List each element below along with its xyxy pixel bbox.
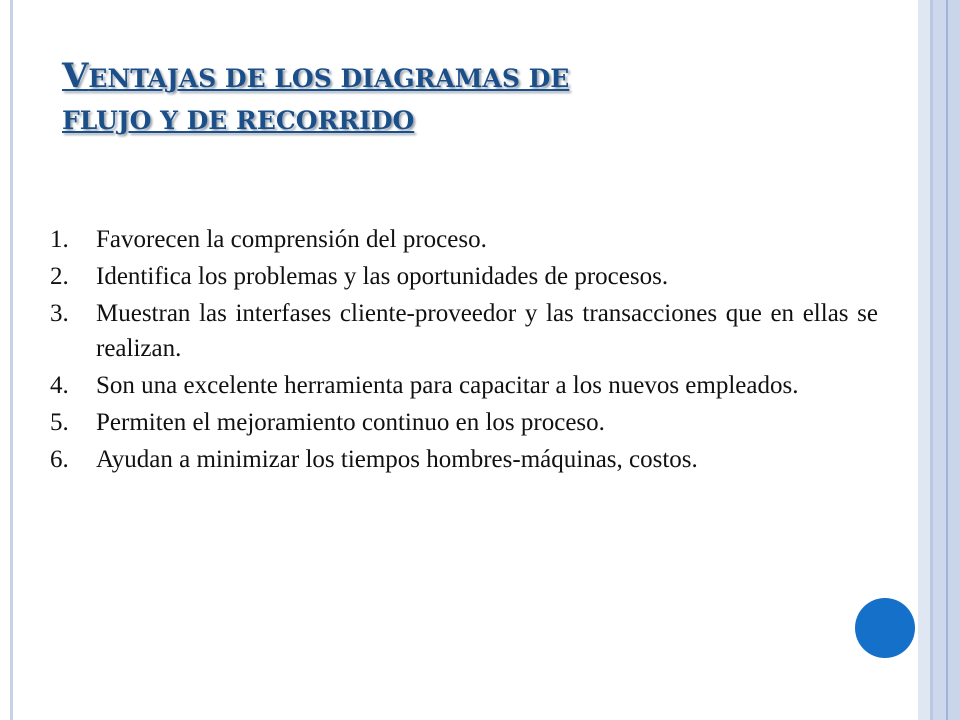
list-item-text: Son una excelente herramienta para capacitar a los nuevos empleados. (96, 372, 799, 399)
list-item-text: Permiten el mejoramiento continuo en los proceso. (96, 409, 605, 436)
title-initial: V (62, 56, 89, 96)
list-item (50, 368, 878, 403)
list-item-number: 2. (50, 263, 69, 290)
list-item-text: Identifica los problemas y las oportunidades de procesos. (96, 263, 669, 290)
list-item (50, 442, 878, 477)
list-item-text: Muestran las interfases cliente-proveedor y las transacciones que en ellas se realizan. (96, 300, 878, 362)
right-decorative-band (948, 0, 960, 720)
list-item-text: Favorecen la comprensión del proceso. (96, 226, 487, 253)
left-frame-line (10, 0, 13, 720)
slide-title (62, 55, 822, 142)
list-item-number: 3. (50, 300, 69, 327)
list-item-number: 1. (50, 226, 69, 253)
decorative-blue-circle (855, 598, 915, 658)
list-item-text: Ayudan a minimizar los tiempos hombres-máquinas, costos. (96, 446, 698, 473)
title-line-2: FLUJO Y DE RECORRIDO (62, 106, 415, 135)
advantages-list (50, 222, 878, 479)
list-item-number: 5. (50, 409, 69, 436)
title-line-1-text: ENTAJAS DE LOS DIAGRAMAS DE (88, 64, 570, 93)
list-item (50, 259, 878, 294)
list-item-number: 4. (50, 372, 69, 399)
title-line-1 (62, 55, 822, 100)
list-item (50, 405, 878, 440)
right-decorative-band (933, 0, 946, 720)
right-decorative-band (918, 0, 930, 720)
list-item (50, 296, 878, 366)
list-item-number: 6. (50, 446, 69, 473)
list-item (50, 222, 878, 257)
